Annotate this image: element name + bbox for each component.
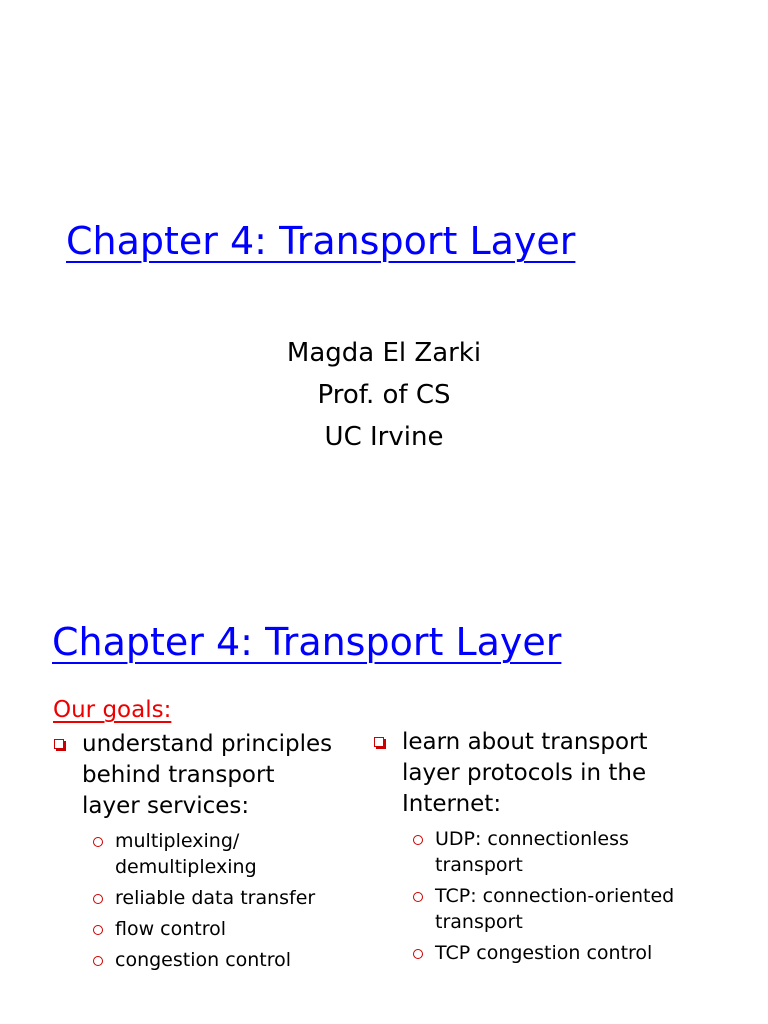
sub-item-line: transport: [435, 911, 523, 933]
square-bullet-icon: [54, 739, 64, 749]
square-bullet-icon: [374, 737, 384, 747]
circle-bullet-icon: [413, 835, 423, 845]
circle-bullet-icon: [93, 956, 103, 966]
author-institution: UC Irvine: [324, 422, 444, 452]
sub-item-line: flow control: [115, 918, 227, 940]
author-block: [0, 332, 768, 458]
sub-item-udp: [402, 826, 703, 878]
goal-item-principles: [53, 729, 353, 973]
sub-item-congestion-control: [82, 947, 353, 973]
sub-item-reliable-data-transfer: [82, 885, 353, 911]
circle-bullet-icon: [413, 949, 423, 959]
goals-column-left: [53, 729, 353, 978]
sub-item-flow-control: [82, 916, 353, 942]
sub-item-line: demultiplexing: [115, 856, 257, 878]
goal-line: behind transport: [82, 762, 275, 788]
sub-item-line: TCP congestion control: [435, 942, 653, 964]
sub-item-line: transport: [435, 854, 523, 876]
circle-bullet-icon: [413, 892, 423, 902]
sub-item-tcp: [402, 883, 703, 935]
goal-line: layer services:: [82, 793, 250, 819]
circle-bullet-icon: [93, 837, 103, 847]
sub-item-line: multiplexing/: [115, 830, 240, 852]
goal-line: layer protocols in the: [402, 760, 647, 786]
goal-line: learn about transport: [402, 729, 648, 755]
sub-item-line: congestion control: [115, 949, 292, 971]
circle-bullet-icon: [93, 894, 103, 904]
sub-item-line: UDP: connectionless: [435, 828, 629, 850]
goals-heading: Our goals:: [53, 697, 172, 723]
circle-bullet-icon: [93, 925, 103, 935]
goal-sub-list: [402, 826, 703, 966]
author-name: Magda El Zarki: [286, 338, 482, 368]
slide-2-title: Chapter 4: Transport Layer: [52, 620, 562, 664]
sub-item-line: reliable data transfer: [115, 887, 316, 909]
goal-item-protocols: [373, 727, 703, 966]
sub-item-line: TCP: connection-oriented: [435, 885, 675, 907]
goal-line: understand principles: [82, 731, 333, 757]
goal-line: Internet:: [402, 791, 502, 817]
goal-sub-list: [82, 828, 353, 973]
slide-1-title: Chapter 4: Transport Layer: [66, 219, 576, 263]
goals-column-right: [373, 727, 703, 971]
sub-item-tcp-congestion-control: [402, 940, 703, 966]
sub-item-multiplexing: [82, 828, 353, 880]
author-position: Prof. of CS: [317, 380, 451, 410]
